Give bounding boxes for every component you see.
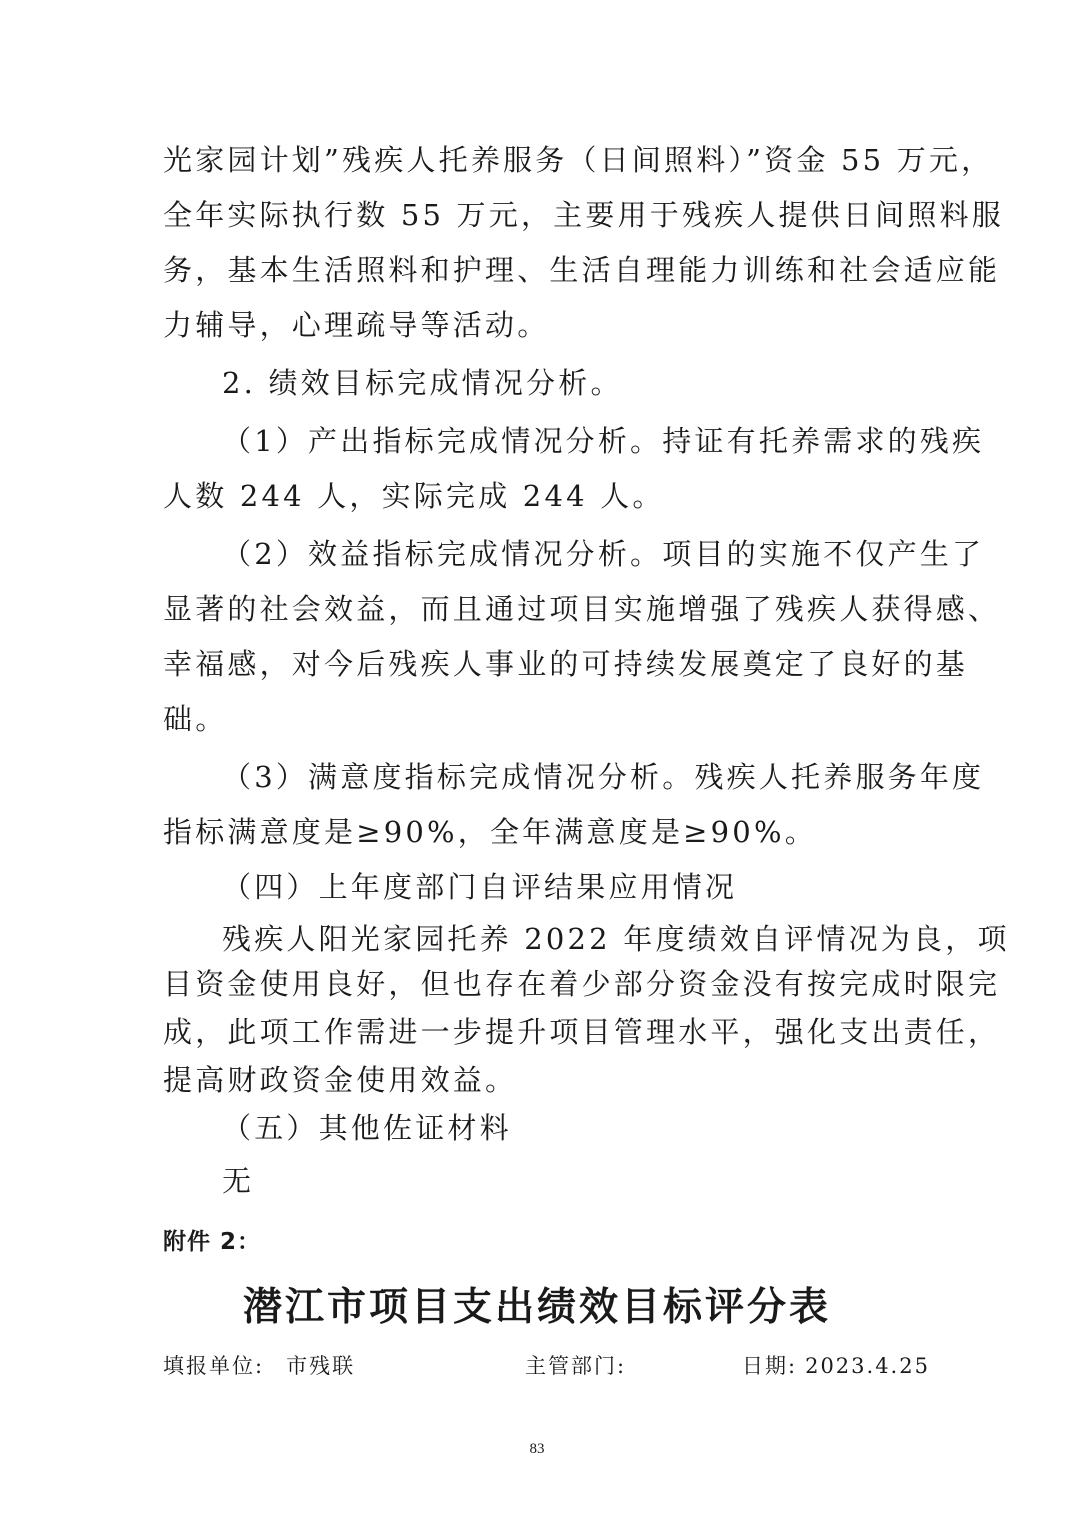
paragraph-line: 幸福感，对今后残疾人事业的可持续发展奠定了良好的基: [163, 647, 969, 681]
date-label: 日期:: [742, 1354, 798, 1378]
date-value: 2023.4.25: [805, 1354, 930, 1378]
section-heading: （五）其他佐证材料: [222, 1111, 512, 1145]
paragraph-line: 光家园计划”残疾人托养服务（日间照料）”资金 55 万元，: [163, 143, 994, 177]
attachment-label: 附件 2：: [163, 1229, 262, 1255]
paragraph-line: 指标满意度是≥90%，全年满意度是≥90%。: [163, 815, 817, 849]
paragraph-line: 成，此项工作需进一步提升项目管理水平，强化支出责任，: [163, 1015, 1001, 1049]
paragraph-line: 务，基本生活照料和护理、生活自理能力训练和社会适应能: [163, 253, 1001, 287]
paragraph-line: 无: [222, 1164, 255, 1198]
fill-unit-label: 填报单位:: [163, 1354, 265, 1378]
page-number: 83: [529, 1441, 545, 1457]
fill-unit-field: [163, 1352, 355, 1380]
paragraph-line: 人数 244 人，实际完成 244 人。: [163, 479, 665, 513]
form-title: 潜江市项目支出绩效目标评分表: [242, 1284, 831, 1330]
paragraph-line: 础。: [163, 702, 228, 736]
paragraph-line: 残疾人阳光家园托养 2022 年度绩效自评情况为良，项: [222, 922, 1010, 956]
section-heading: （四）上年度部门自评结果应用情况: [222, 870, 738, 904]
dept-label: 主管部门:: [525, 1354, 627, 1378]
paragraph-line: 提高财政资金使用效益。: [163, 1063, 518, 1097]
paragraph-line: 全年实际执行数 55 万元，主要用于残疾人提供日间照料服: [163, 198, 1004, 232]
paragraph-line: （1）产出指标完成情况分析。持证有托养需求的残疾: [222, 424, 985, 458]
dept-field: [525, 1352, 626, 1380]
paragraph-line: 力辅导，心理疏导等活动。: [163, 308, 550, 342]
date-field: [742, 1352, 930, 1380]
paragraph-line: 目资金使用良好，但也存在着少部分资金没有按完成时限完: [163, 967, 1001, 1001]
paragraph-line: 显著的社会效益，而且通过项目实施增强了残疾人获得感、: [163, 592, 1001, 626]
paragraph-line: （2）效益指标完成情况分析。项目的实施不仅产生了: [222, 537, 985, 571]
fill-unit-value: 市残联: [286, 1354, 356, 1378]
paragraph-line: （3）满意度指标完成情况分析。残疾人托养服务年度: [222, 760, 985, 794]
section-heading: 2. 绩效目标完成情况分析。: [222, 366, 623, 400]
